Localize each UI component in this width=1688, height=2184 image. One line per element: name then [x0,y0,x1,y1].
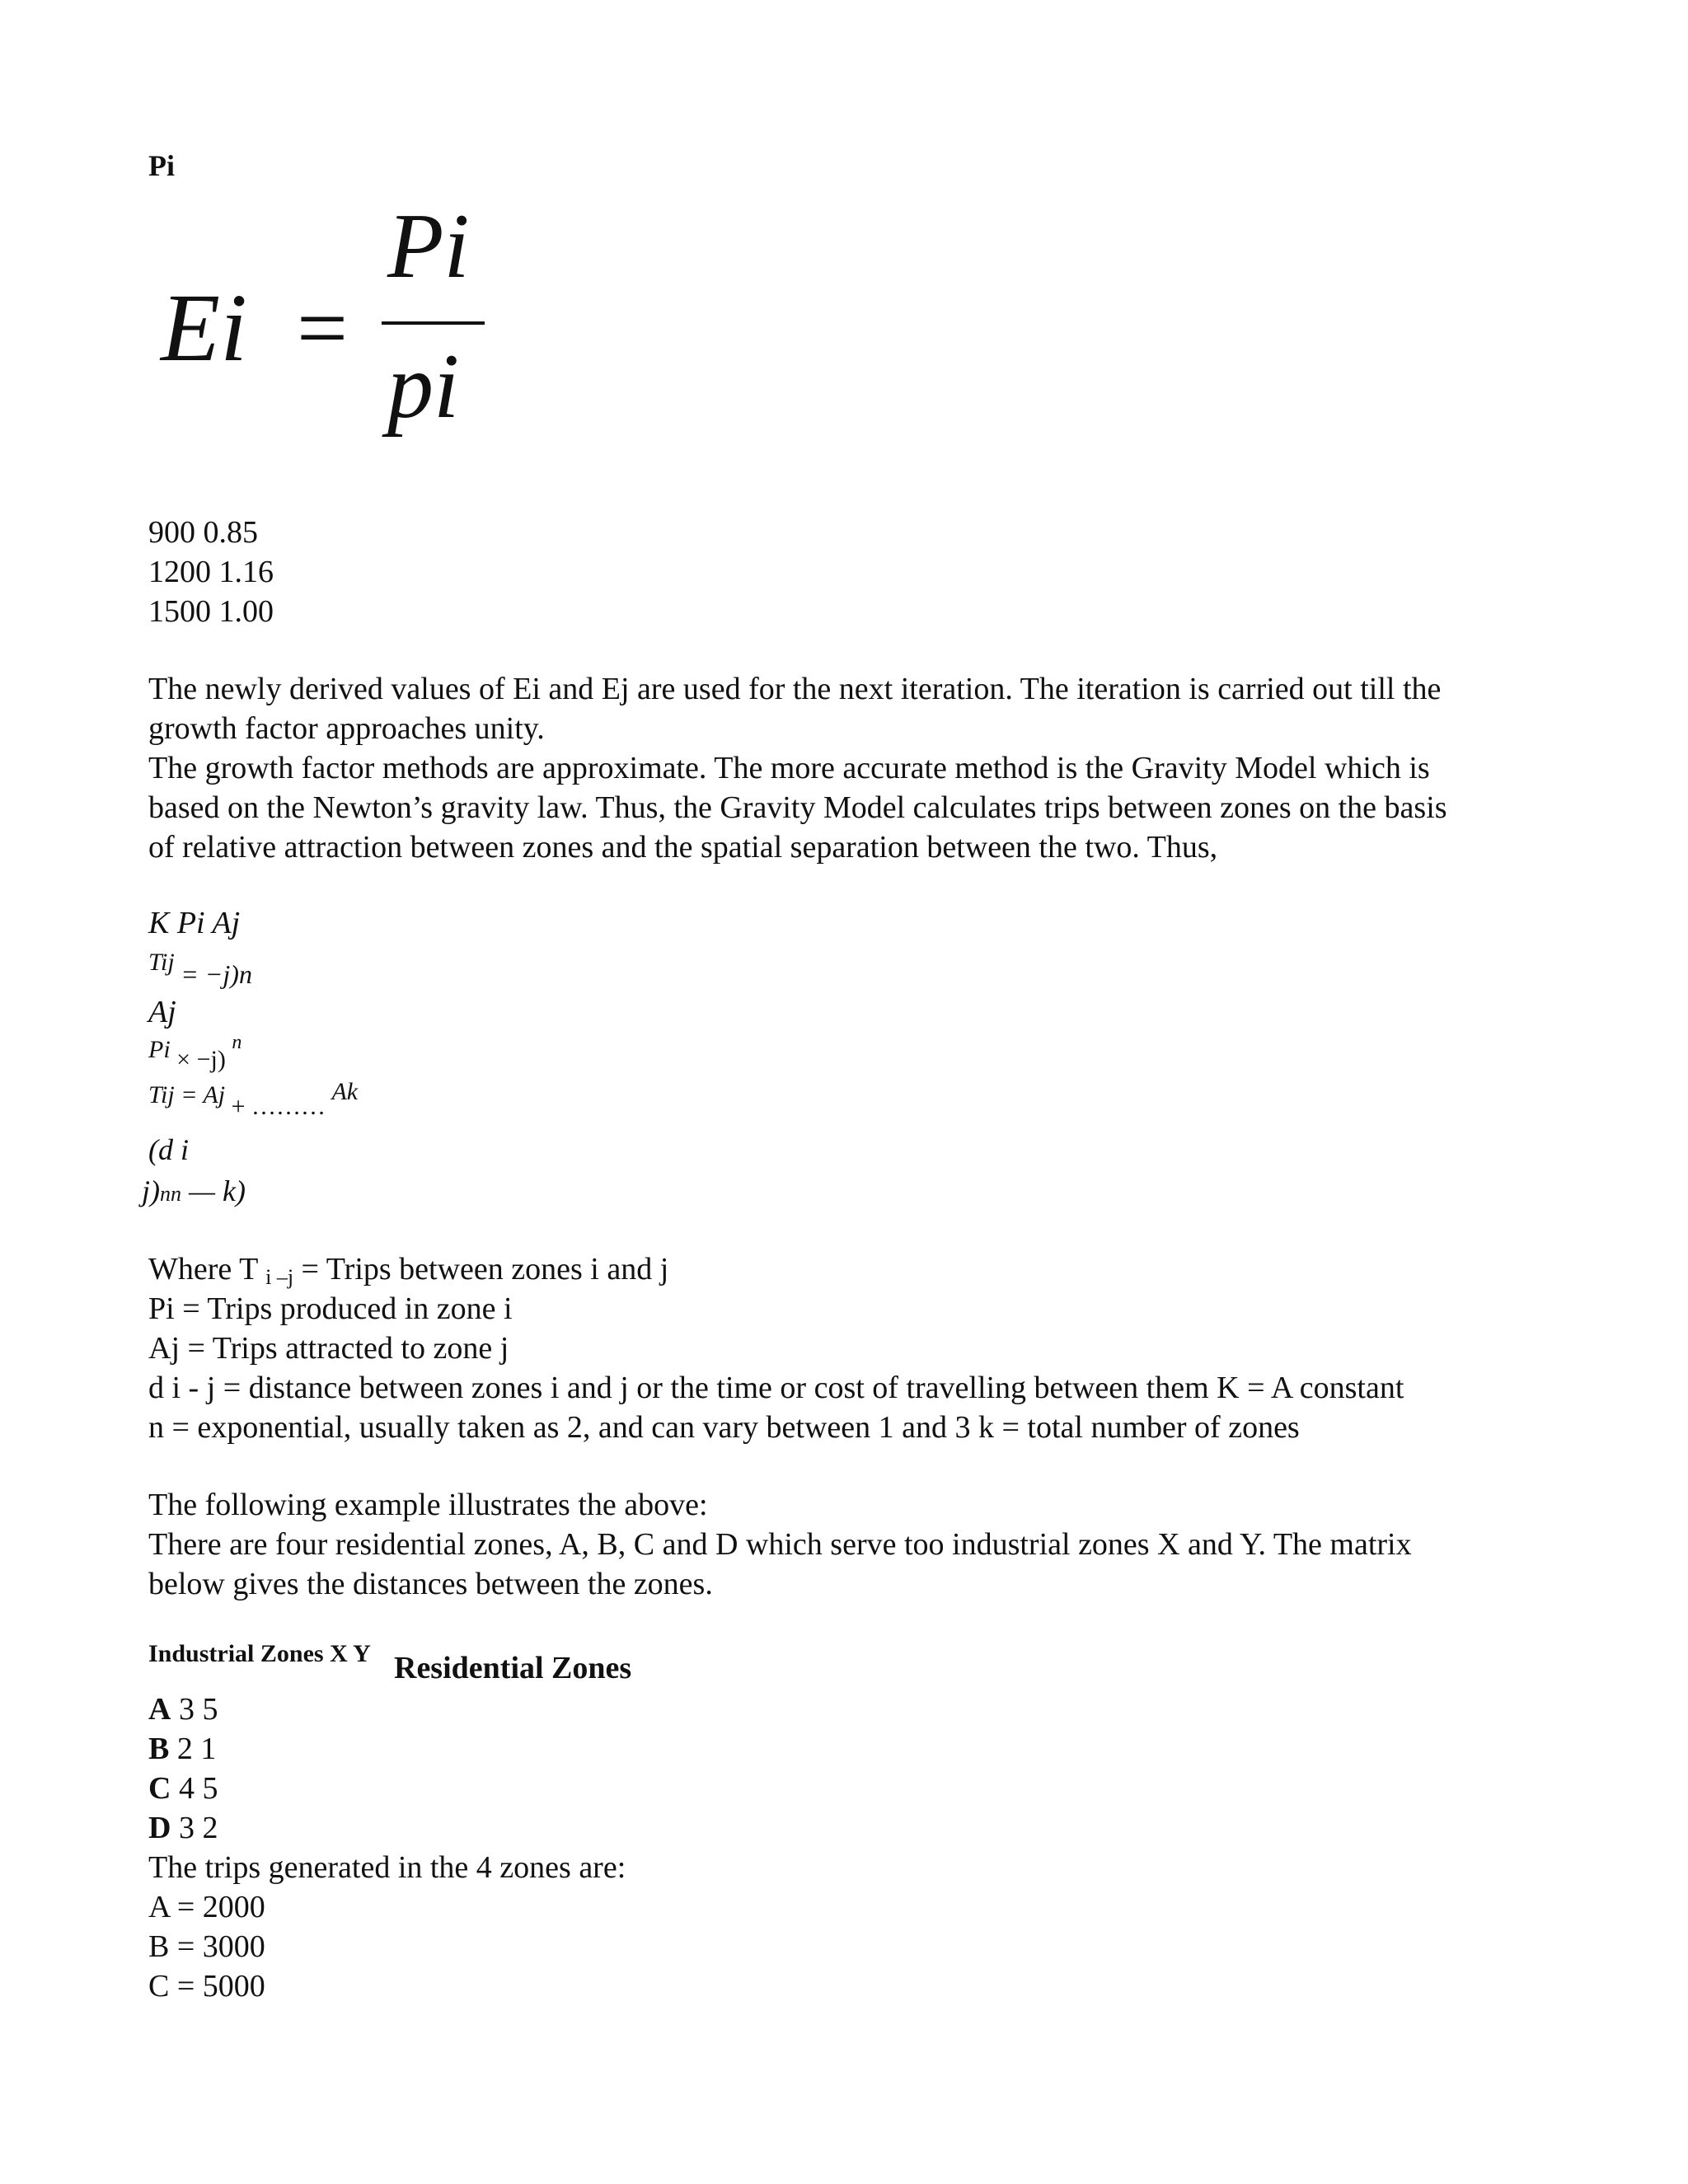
matrix-row [148,1690,218,1729]
definition-tij-subscript: i –j [265,1265,294,1289]
gravity-formula-line-2-rhs: = −j)n [181,959,252,989]
matrix-row-values: 3 5 [178,1692,218,1727]
formula-ei-lhs: Ei [161,274,247,382]
trips-item-a: A = 2000 [148,1890,265,1924]
gravity-formula-line-1: K Pi Aj [148,906,241,940]
matrix-row-values: 2 1 [176,1732,217,1766]
gravity-formula-exponent: n [232,1032,242,1053]
formula-ei-numerator: Pi [387,195,470,298]
gravity-formula-pi-label: Pi [148,1036,171,1063]
matrix-row [148,1808,218,1848]
paragraph-2-line-2: based on the Newton’s gravity law. Thus, the Gravity Model calculates trips between zones on the basis [148,790,1447,825]
gravity-formula-nn: nn [160,1182,181,1206]
formula-ei-equals: = [297,278,349,378]
paragraph-2-line-3: of relative attraction between zones and the spatial separation between the two. Thus, [148,830,1218,865]
definition-n: n = exponential, usually taken as 2, and can vary between 1 and 3 k = total number of zones [148,1410,1300,1445]
page-heading: Pi [148,149,175,182]
values-row-2: 1200 1.16 [148,555,274,589]
gravity-formula-ak: Ak [331,1078,359,1105]
matrix-row [148,1769,218,1808]
matrix-row-zone: D [148,1811,171,1845]
matrix-row-zone: A [148,1692,171,1727]
gravity-formula-tij-label: Tij [148,949,175,976]
gravity-formula-line-4 [148,1032,242,1073]
trips-intro: The trips generated in the 4 zones are: [148,1850,626,1885]
gravity-formula-line-4-rhs: × −j) [176,1046,226,1073]
paragraph-1-line-2: growth factor approaches unity. [148,711,545,746]
trips-item-b: B = 3000 [148,1929,265,1964]
example-line-3: below gives the distances between the zones. [148,1567,713,1601]
definition-tij [148,1249,668,1292]
formula-ei-fraction-bar [382,321,485,325]
matrix-header-residential: Residential Zones [394,1651,632,1685]
definition-tij-text: = Trips between zones i and j [293,1252,669,1286]
gravity-formula-line-2 [148,946,252,989]
values-row-1: 900 0.85 [148,515,258,550]
definition-pi: Pi = Trips produced in zone i [148,1291,513,1326]
gravity-formula-j-paren: j) [142,1174,160,1207]
example-line-2: There are four residential zones, A, B, C and D which serve too industrial zones X and Y. The matrix [148,1527,1412,1562]
matrix-row-values: 3 2 [178,1811,218,1845]
gravity-formula-line-5 [148,1078,359,1120]
matrix-row-values: 4 5 [178,1771,218,1806]
matrix-row-zone: C [148,1771,171,1806]
gravity-formula-k-paren: — k) [189,1174,246,1207]
gravity-formula-plus-dots: + ……… [231,1093,326,1120]
formula-ei [161,195,507,466]
definition-dij: d i - j = distance between zones i and j or the time or cost of travelling between them K = A constant [148,1371,1404,1405]
matrix-row [148,1729,216,1769]
gravity-formula-tij-aj: Tij = Aj [148,1081,226,1108]
definition-aj: Aj = Trips attracted to zone j [148,1331,509,1366]
matrix-header-industrial: Industrial Zones X Y [148,1640,371,1667]
example-line-1: The following example illustrates the above: [148,1488,708,1522]
gravity-formula-line-6: (d i [148,1133,189,1166]
formula-ei-denominator: pi [387,335,460,438]
trips-item-c: C = 5000 [148,1969,265,2004]
definition-tij-prefix: Where T [148,1252,266,1286]
paragraph-2-line-1: The growth factor methods are approximate. The more accurate method is the Gravity Model which is [148,751,1430,785]
values-row-3: 1500 1.00 [148,594,274,629]
paragraph-1-line-1: The newly derived values of Ei and Ej are used for the next iteration. The iteration is carried out till the [148,672,1442,706]
gravity-formula-line-7 [142,1174,246,1208]
matrix-row-zone: B [148,1732,170,1766]
gravity-formula-line-3: Aj [148,995,176,1029]
